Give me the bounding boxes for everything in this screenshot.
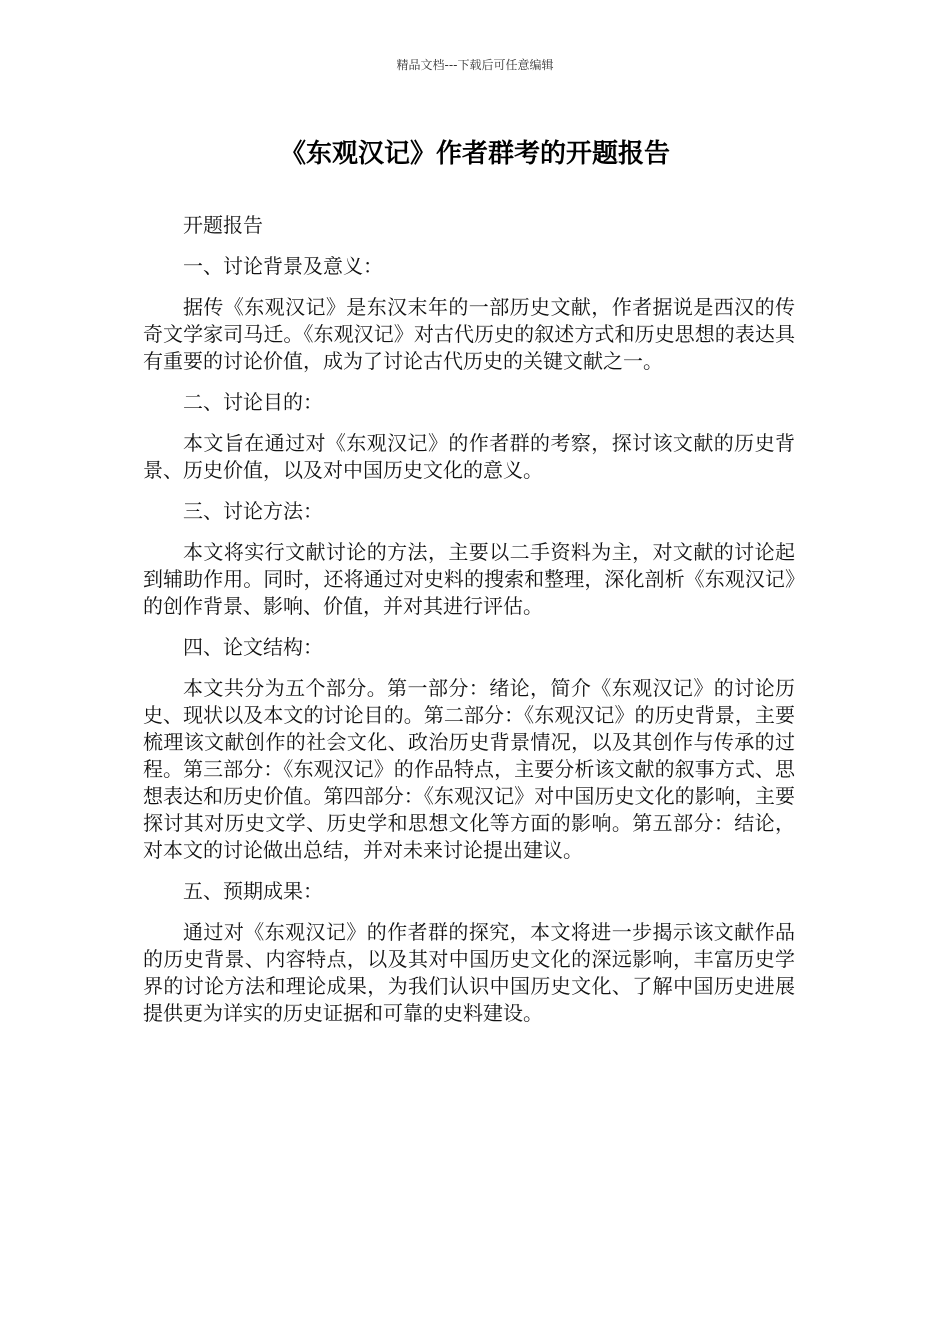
section-heading-outcomes: 五、预期成果： [183, 879, 323, 903]
section-heading-method: 三、讨论方法： [183, 499, 323, 523]
paragraph-method: 本文将实行文献讨论的方法，主要以二手资料为主，对文献的讨论起到辅助作用。同时，还将通过对史料的搜索和整理，深化剖析《东观汉记》的创作背景、影响、价值，并对其进行评估。 [143, 540, 795, 618]
section-heading-purpose: 二、讨论目的： [183, 390, 323, 414]
section-heading-background: 一、讨论背景及意义： [183, 254, 383, 278]
document-title: 《东观汉记》作者群考的开题报告 [279, 139, 670, 169]
document-body [143, 212, 795, 1041]
paragraph-outcomes: 通过对《东观汉记》的作者群的探究，本文将进一步揭示该文献作品的历史背景、内容特点，以及其对中国历史文化的深远影响，丰富历史学界的讨论方法和理论成果，为我们认识中国历史文化、了解中国历史进展提供更为详实的历史证据和可靠的史料建设。 [143, 920, 795, 1025]
page-header: 精品文档---下载后可任意编辑 [396, 58, 554, 72]
paragraph-purpose: 本文旨在通过对《东观汉记》的作者群的考察，探讨该文献的历史背景、历史价值，以及对中国历史文化的意义。 [143, 431, 795, 482]
paragraph-label-proposal: 开题报告 [183, 213, 263, 237]
paragraph-background: 据传《东观汉记》是东汉末年的一部历史文献，作者据说是西汉的传奇文学家司马迁。《东观汉记》对古代历史的叙述方式和历史思想的表达具有重要的讨论价值，成为了讨论古代历史的关键文献之一。 [143, 295, 795, 373]
paragraph-structure: 本文共分为五个部分。第一部分：绪论，简介《东观汉记》的讨论历史、现状以及本文的讨论目的。第二部分：《东观汉记》的历史背景，主要梳理该文献创作的社会文化、政治历史背景情况，以及其创作与传承的过程。第三部分：《东观汉记》的作品特点，主要分析该文献的叙事方式、思想表达和历史价值。第四部分：《东观汉记》对中国历史文化的影响，主要探讨其对历史文学、历史学和思想文化等方面的影响。第五部分：结论，对本文的讨论做出总结，并对未来讨论提出建议。 [143, 676, 795, 862]
section-heading-structure: 四、论文结构： [183, 635, 323, 659]
